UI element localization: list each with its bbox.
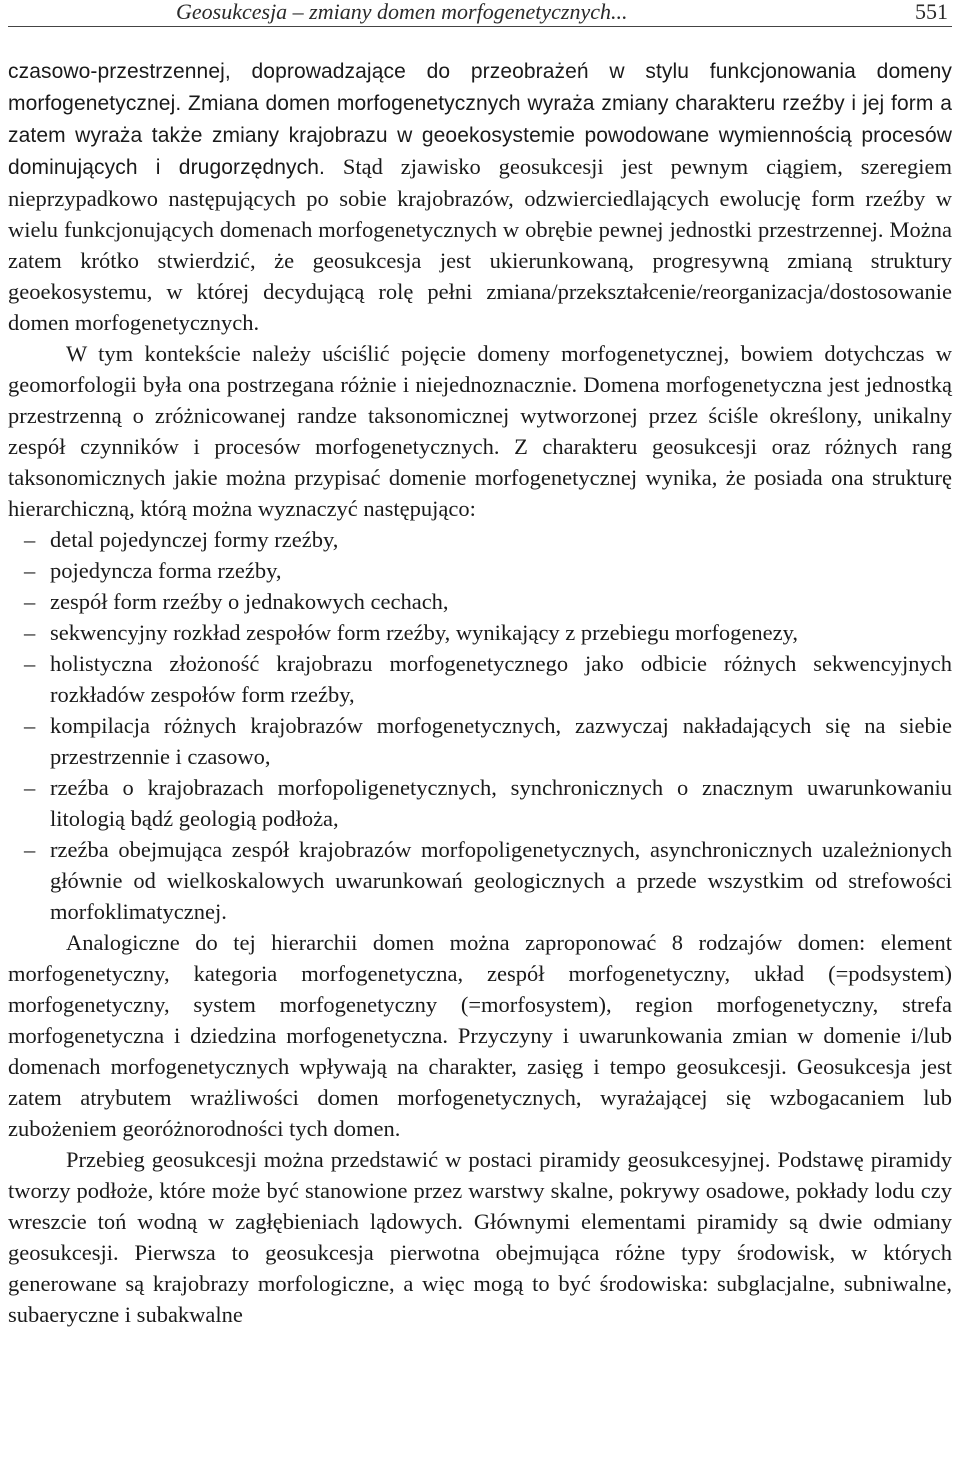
- page-number: 551: [915, 0, 948, 24]
- list-item: – zespół form rzeźby o jednakowych cechach,: [8, 586, 952, 617]
- body-text: [8, 55, 952, 1330]
- paragraph-1-serif-part: Stąd zjawisko geosukcesji jest pewnym ciągiem, szeregiem nieprzypadkowo następujących po sobie krajobrazów, odzwierciedlających ewolucję form rzeźby w wielu funkcjonujących domenach morfogenetycznych w obrębie pewnej jednostki przestrzennej. Można zatem krótko stwierdzić, że geosukcesja jest ukierunkowaną, progresywną zmianą struktury geoekosystemu, w której decydującą rolę pełni zmiana/przekształcenie/reorganizacja/dostosowanie domen morfogenetycznych.: [8, 154, 952, 335]
- paragraph-1-sans-part: czasowo-przestrzennej, doprowadzające do przeobrażeń w stylu funkcjonowania domeny morfogenetycznej. Zmiana domen morfogenetycznych wyraża zmiany charakteru rzeźby i jej form a zatem wyraża także zmiany krajobrazu w geoekosystemie powodowane wymiennością procesów dominujących i drugorzędnych.: [8, 60, 952, 179]
- running-title: Geosukcesja – zmiany domen morfogenetycznych...: [176, 0, 628, 24]
- hierarchy-list: [8, 524, 952, 927]
- list-item: – rzeźba obejmująca zespół krajobrazów morfopoligenetycznych, asynchronicznych uzależnionych głównie od wielkoskalowych uwarunkowań geologicznych a przede wszystkim od strefowości morfoklimatycznej.: [8, 834, 952, 927]
- paragraph-2: W tym kontekście należy uściślić pojęcie domeny morfogenetycznej, bowiem dotychczas w geomorfologii była ona postrzegana różnie i niejednoznacznie. Domena morfogenetyczna jest jednostką przestrzenną o zróżnicowanej randze taksonomicznej wytworzonej przez ściśle określony, unikalny zespół czynników i procesów morfogenetycznych. Z charakteru geosukcesji oraz różnych rang taksonomicznych jakie można przypisać domenie morfogenetycznej wynika, że posiada ona strukturę hierarchiczną, którą można wyznaczyć następująco:: [8, 341, 952, 521]
- paragraph-4: Przebieg geosukcesji można przedstawić w postaci piramidy geosukcesyjnej. Podstawę piramidy tworzy podłoże, które może być stanowione przez warstwy skalne, pokrywy osadowe, pokłady lodu czy wreszcie toń wodną w zagłębieniach lądowych. Głównymi elementami piramidy są dwie odmiany geosukcesji. Pierwsza to geosukcesja pierwotna obejmująca różne typy środowisk, w których generowane są krajobrazy morfologiczne, a więc mogą to być środowiska: subglacjalne, subniwalne, subaeryczne i subakwalne: [8, 1147, 952, 1327]
- list-item: – holistyczna złożoność krajobrazu morfogenetycznego jako odbicie różnych sekwencyjnych rozkładów zespołów form rzeźby,: [8, 648, 952, 710]
- running-header: [8, 0, 952, 27]
- list-item: – sekwencyjny rozkład zespołów form rzeźby, wynikający z przebiegu morfogenezy,: [8, 617, 952, 648]
- paragraph-3: Analogiczne do tej hierarchii domen można zaproponować 8 rodzajów domen: element morfogenetyczny, kategoria morfogenetyczna, zespół morfogenetyczny, układ (=podsystem) morfogenetyczny, system morfogenetyczny (=morfosystem), region morfogenetyczny, strefa morfogenetyczna i dziedzina morfogenetyczna. Przyczyny i uwarunkowania zmian w domenie i/lub domenach morfogenetycznych wpływają na charakter, zasięg i tempo geosukcesji. Geosukcesja jest zatem atrybutem wrażliwości domen morfogenetycznych, wyrażającej się wzbogacaniem lub zubożeniem georóżnorodności tych domen.: [8, 930, 952, 1141]
- list-item: – rzeźba o krajobrazach morfopoligenetycznych, synchronicznych o znacznym uwarunkowaniu litologią bądź geologią podłoża,: [8, 772, 952, 834]
- list-item: – kompilacja różnych krajobrazów morfogenetycznych, zazwyczaj nakładających się na siebie przestrzennie i czasowo,: [8, 710, 952, 772]
- list-item: – pojedyncza forma rzeźby,: [8, 555, 952, 586]
- list-item: – detal pojedynczej formy rzeźby,: [8, 524, 952, 555]
- paragraph-1: [8, 55, 952, 338]
